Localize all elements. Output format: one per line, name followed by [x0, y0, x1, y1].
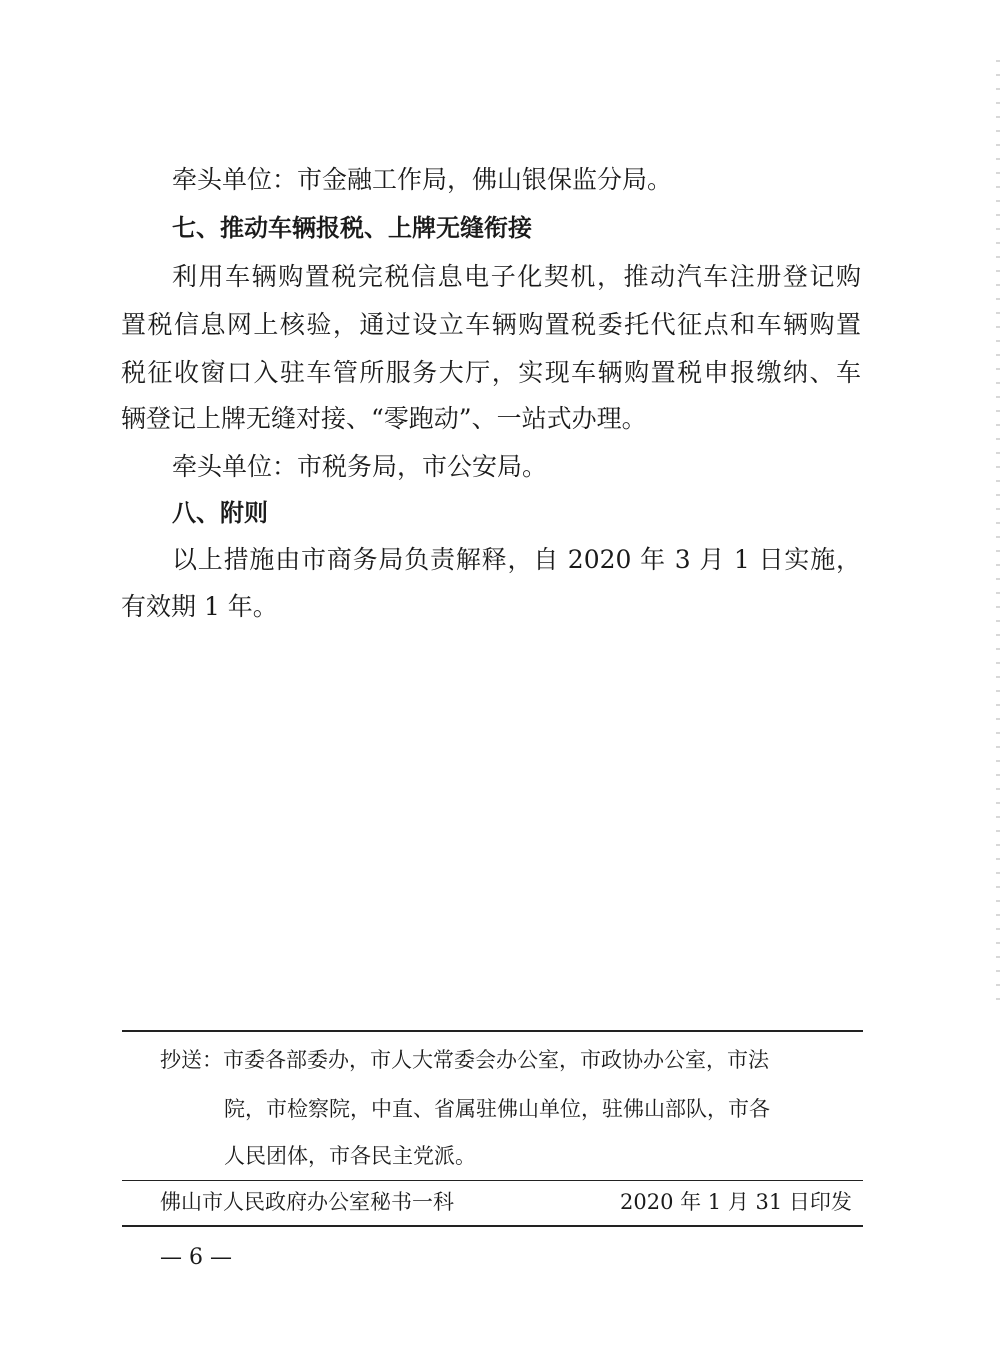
section-7-line-1: 利用车辆购置税完税信息电子化契机，推动汽车注册登记购 [172, 262, 861, 291]
section-8-heading: 八、附则 [172, 499, 268, 527]
issuer-top-rule [122, 1180, 863, 1181]
section-7-heading: 七、推动车辆报税、上牌无缝衔接 [172, 214, 532, 242]
page-number: — 6 — [160, 1245, 232, 1270]
cc-top-rule [122, 1030, 863, 1032]
section-7-line-3: 税征收窗口入驻车管所服务大厅，实现车辆购置税申报缴纳、车 [121, 358, 861, 387]
section-8-line-1: 以上措施由市商务局负责解释，自 2020 年 3 月 1 日实施， [172, 545, 861, 574]
cc-line-2: 院，市检察院，中直、省属驻佛山单位，驻佛山部队，市各 [224, 1097, 770, 1121]
issue-date: 2020 年 1 月 31 日印发 [620, 1190, 852, 1214]
section-7-line-4: 辆登记上牌无缝对接、“零跑动”、一站式办理。 [121, 404, 647, 433]
issuer-office: 佛山市人民政府办公室秘书一科 [160, 1190, 454, 1214]
section-8-line-2: 有效期 1 年。 [121, 592, 278, 621]
scan-edge-marks [996, 60, 1000, 1010]
cc-line-3: 人民团体，市各民主党派。 [224, 1144, 476, 1168]
issuer-bottom-rule [122, 1225, 863, 1227]
lead-unit-line-2: 牵头单位：市税务局，市公安局。 [172, 452, 548, 481]
cc-line-1: 抄送：市委各部委办，市人大常委会办公室，市政协办公室，市法 [160, 1048, 769, 1072]
lead-unit-line-1: 牵头单位：市金融工作局，佛山银保监分局。 [172, 165, 673, 194]
section-7-line-2: 置税信息网上核验，通过设立车辆购置税委托代征点和车辆购置 [121, 310, 861, 339]
